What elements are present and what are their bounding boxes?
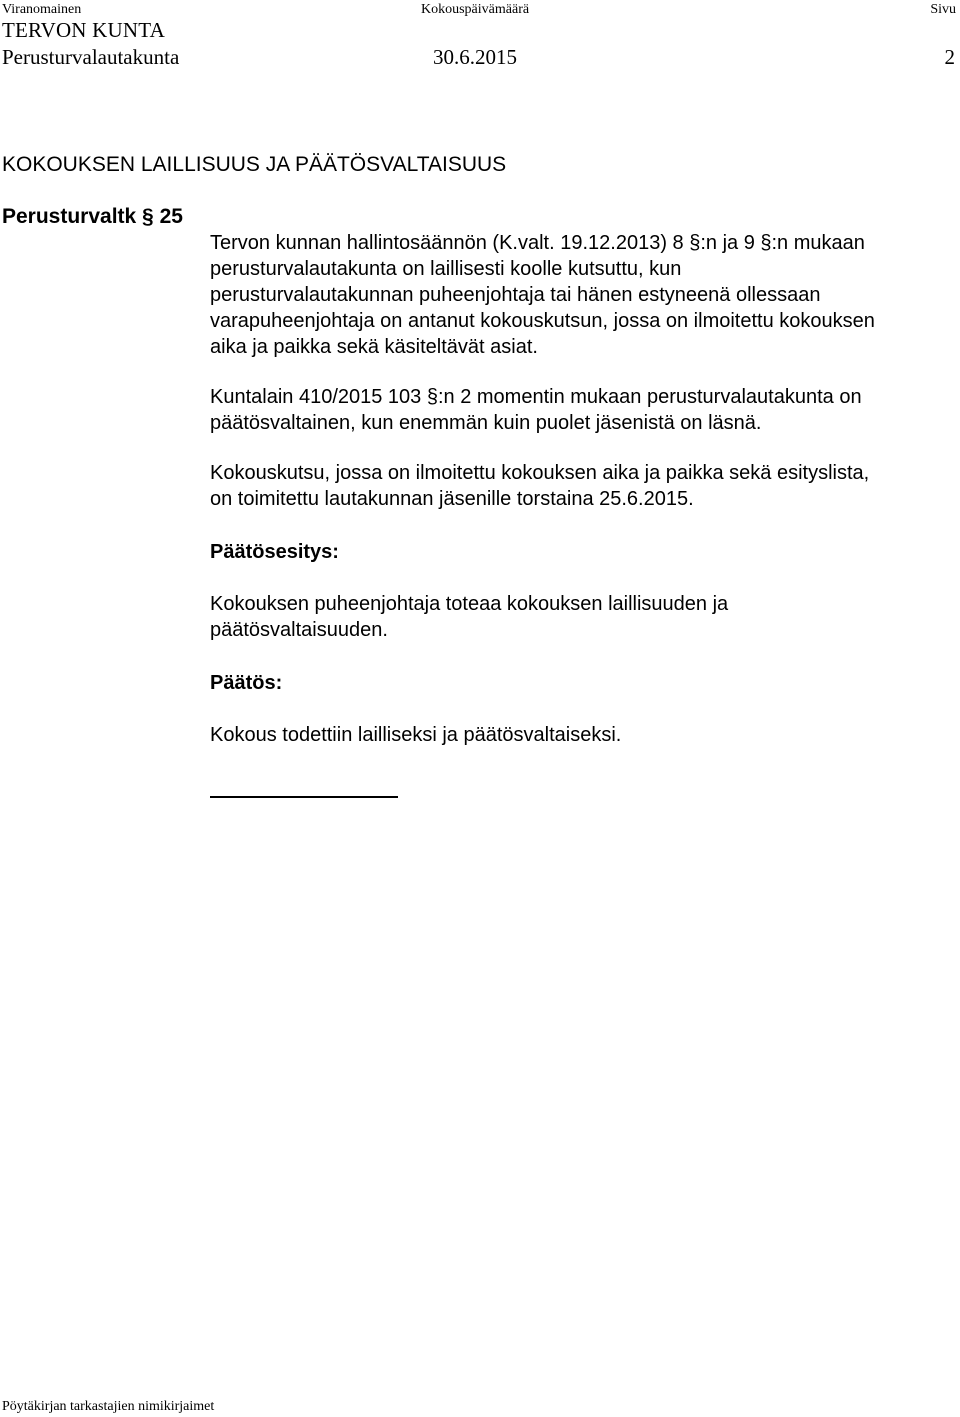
- header-label-date: Kokouspäivämäärä: [421, 2, 530, 17]
- decision-heading: Päätös:: [210, 672, 283, 694]
- footer-initials: Pöytäkirjan tarkastajien nimikirjaimet: [2, 1399, 215, 1414]
- text-line: varapuheenjohtaja on antanut kokouskutsun, jossa on ilmoitettu kokouksen: [210, 310, 875, 332]
- header-label-page: Sivu: [930, 2, 956, 17]
- text-line: perusturvalautakunta on laillisesti koolle kutsuttu, kun: [210, 258, 682, 280]
- header-authority: Perusturvalautakunta: [2, 45, 180, 69]
- header-page-number: 2: [944, 45, 955, 69]
- text-line: Kuntalain 410/2015 103 §:n 2 momentin mukaan perusturvalautakunta on: [210, 386, 862, 408]
- section-label: Perusturvaltk § 25: [2, 205, 183, 228]
- text-line: Kokouksen puheenjohtaja toteaa kokouksen laillisuuden ja: [210, 593, 729, 615]
- paragraph-rules: [210, 230, 958, 360]
- header-label-authority: Viranomainen: [2, 2, 82, 17]
- proposal-heading: Päätösesitys:: [210, 541, 339, 563]
- text-line: päätösvaltainen, kun enemmän kuin puolet jäsenistä on läsnä.: [210, 412, 762, 434]
- text-line: Tervon kunnan hallintosäännön (K.valt. 19.12.2013) 8 §:n ja 9 §:n mukaan: [210, 232, 865, 254]
- paragraph-invitation: [210, 460, 958, 512]
- proposal-text: [210, 591, 958, 643]
- header-date: 30.6.2015: [433, 45, 517, 69]
- text-line: on toimitettu lautakunnan jäsenille torstaina 25.6.2015.: [210, 488, 694, 510]
- header-organization: TERVON KUNTA: [2, 18, 165, 42]
- signature-line: [210, 796, 398, 798]
- text-line: perusturvalautakunnan puheenjohtaja tai hänen estyneenä ollessaan: [210, 284, 821, 306]
- text-line: aika ja paikka sekä käsiteltävät asiat.: [210, 336, 538, 358]
- text-line: päätösvaltaisuuden.: [210, 619, 388, 641]
- paragraph-quorum: [210, 384, 958, 436]
- decision-text: Kokous todettiin lailliseksi ja päätösvaltaiseksi.: [210, 724, 622, 746]
- text-line: Kokouskutsu, jossa on ilmoitettu kokouksen aika ja paikka sekä esityslista,: [210, 462, 870, 484]
- section-title: KOKOUKSEN LAILLISUUS JA PÄÄTÖSVALTAISUUS: [2, 153, 507, 176]
